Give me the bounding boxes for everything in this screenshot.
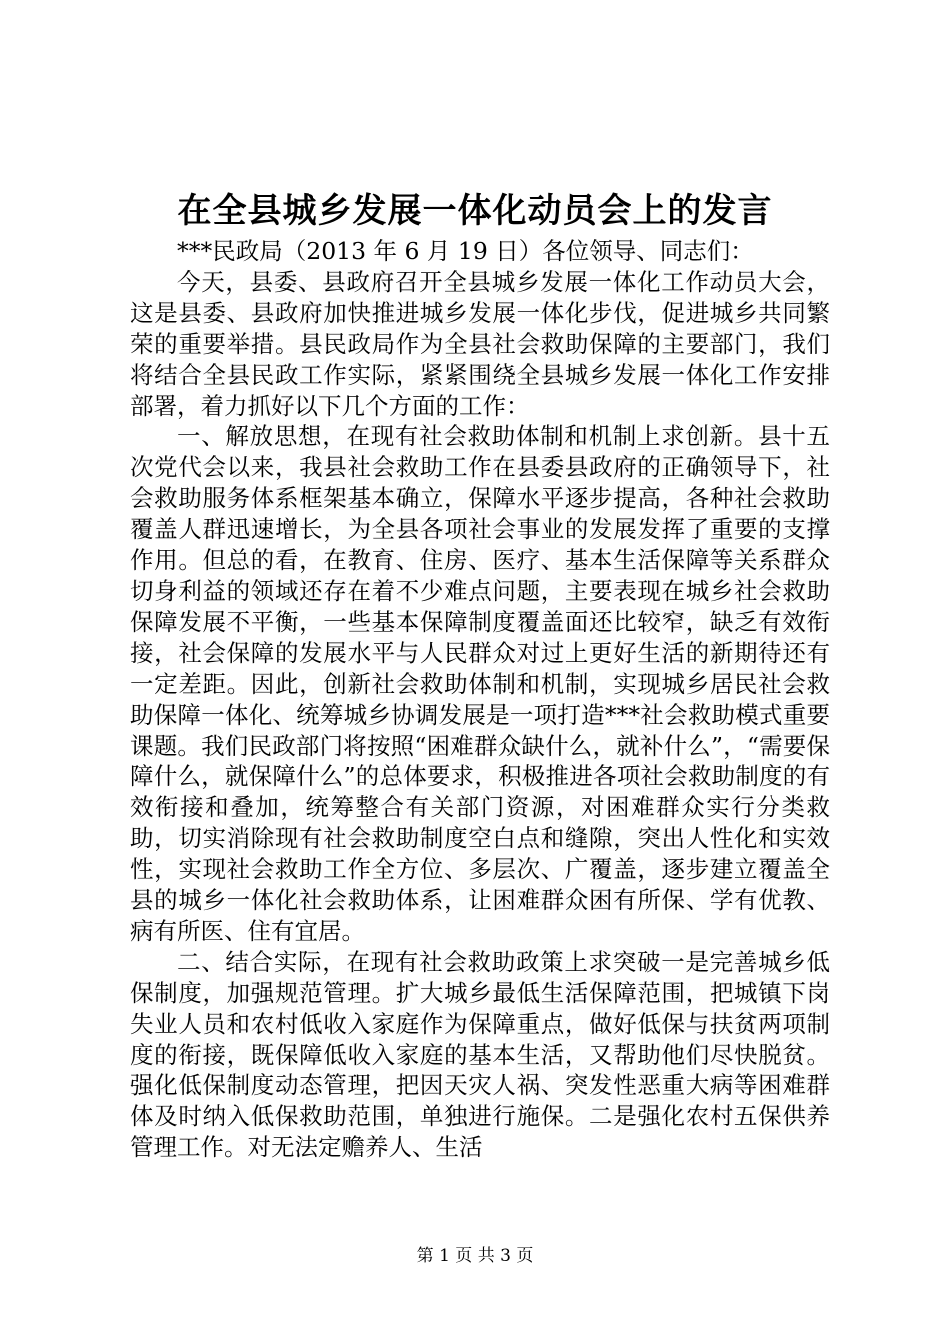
page-footer: 第 1 页 共 3 页 (416, 1246, 534, 1266)
paragraph-intro: 今天，县委、县政府召开全县城乡发展一体化工作动员大会，这是县委、县政府加快推进城乡发展一体化步伐，促进城乡共同繁荣的重要举措。县民政局作为全县社会救助保障的主要部门，我们将结合全县民政工作实际，紧紧围绕全县城乡发展一体化工作安排部署，着力抓好以下几个方面的工作： (130, 267, 830, 420)
paragraph-opening: ***民政局（2013 年 6 月 19 日）各位领导、同志们： (177, 237, 754, 265)
document-title: 在全县城乡发展一体化动员会上的发言 (177, 191, 773, 231)
paragraph-section-two: 二、结合实际，在现有社会救助政策上求突破一是完善城乡低保制度，加强规范管理。扩大城乡最低生活保障范围，把城镇下岗失业人员和农村低收入家庭作为保障重点，做好低保与扶贫两项制度的衔接，既保障低收入家庭的基本生活，又帮助他们尽快脱贫。强化低保制度动态管理，把因天灾人祸、突发性恶重大病等困难群体及时纳入低保救助范围，单独进行施保。二是强化农村五保供养管理工作。对无法定赡养人、生活 (130, 947, 830, 1162)
document-body (130, 236, 830, 1163)
paragraph-section-one: 一、解放思想，在现有社会救助体制和机制上求创新。县十五次党代会以来，我县社会救助工作在县委县政府的正确领导下，社会救助服务体系框架基本确立，保障水平逐步提高，各种社会救助覆盖人群迅速增长，为全县各项社会事业的发展发挥了重要的支撑作用。但总的看，在教育、住房、医疗、基本生活保障等关系群众切身利益的领域还存在着不少难点问题，主要表现在城乡社会救助保障发展不平衡，一些基本保障制度覆盖面还比较窄，缺乏有效衔接，社会保障的发展水平与人民群众对过上更好生活的新期待还有一定差距。因此，创新社会救助体制和机制，实现城乡居民社会救助保障一体化、统筹城乡协调发展是一项打造***社会救助模式重要课题。我们民政部门将按照“困难群众缺什么，就补什么”，“需要保障什么，就保障什么”的总体要求，积极推进各项社会救助制度的有效衔接和叠加，统筹整合有关部门资源，对困难群众实行分类救助，切实消除现有社会救助制度空白点和缝隙，突出人性化和实效性，实现社会救助工作全方位、多层次、广覆盖，逐步建立覆盖全县的城乡一体化社会救助体系，让困难群众困有所保、学有优教、病有所医、住有宜居。 (130, 422, 830, 945)
